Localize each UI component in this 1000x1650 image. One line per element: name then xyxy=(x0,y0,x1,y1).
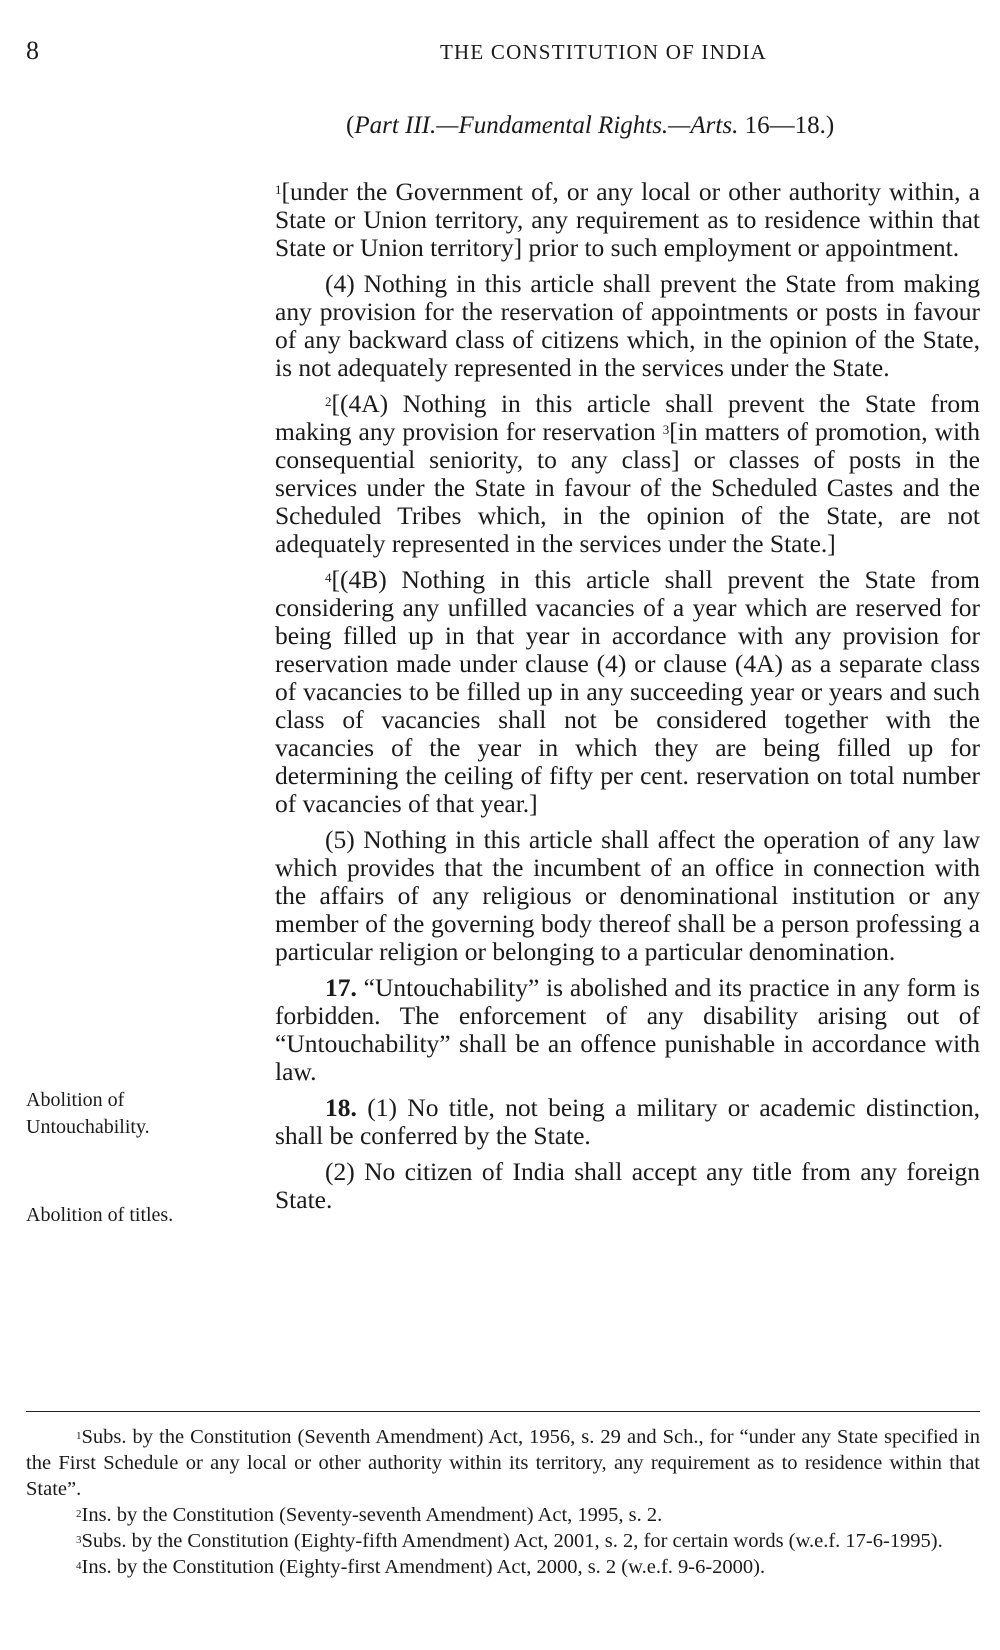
footnote-mark: 2 xyxy=(76,1508,82,1520)
footnote-divider xyxy=(26,1411,980,1412)
paragraph-clause-4b xyxy=(275,566,980,818)
paragraph-text: “Untouchability” is abolished and its practice in any form is forbidden. The enforcement of any disability arising out of “Untouchability” shall be an offence punishable in accordance with law. xyxy=(275,973,980,1086)
paragraph-article-17 xyxy=(275,974,980,1086)
paragraph-text: [(4B) Nothing in this article shall prevent the State from considering any unfilled vacancies of a year which are reserved for being filled up in that year in accordance with any provision for reservation made under clause (4) or clause (4A) as a separate class of vacancies to be filled up in any succeeding year or years and such class of vacancies shall not be considered together with the vacancies of the year in which they are being filled up for determining the ceiling of fifty per cent. reservation on total number of vacancies of that year.] xyxy=(275,565,980,818)
part-heading-open: ( xyxy=(346,112,355,139)
paragraph-clause-5 xyxy=(275,826,980,966)
page-number: 8 xyxy=(26,36,39,65)
footnote-ref-2: 2 xyxy=(325,394,332,409)
paragraph-clause-4 xyxy=(275,270,980,382)
footnote-1 xyxy=(26,1424,980,1502)
paragraph-text: (5) Nothing in this article shall affect the operation of any law which provides that the incumbent of an office in connection with the affairs of any religious or denominational institution or any member of the governing body thereof shall be a person professing a particular religion or belonging to a particular denomination. xyxy=(275,825,980,966)
footnote-mark: 4 xyxy=(76,1560,82,1572)
paragraph-text: (2) No citizen of India shall accept any title from any foreign State. xyxy=(275,1157,980,1214)
paragraph-text: [in matters of promotion, with consequential seniority, to any class] or classes of posts in the services under the State in favour of the Scheduled Castes and the Scheduled Tribes which, in the opinion of the State, are not adequately represented in the services under the State.] xyxy=(275,417,980,558)
paragraph-text: [(4A) Nothing in this article shall prevent the State from making any provision for reservation xyxy=(275,389,980,446)
article-number: 18. xyxy=(325,1093,357,1122)
paragraph-article-18-1 xyxy=(275,1094,980,1150)
footnote-text: Ins. by the Constitution (Seventy-seventh Amendment) Act, 1995, s. 2. xyxy=(81,1504,663,1526)
footnote-mark: 3 xyxy=(76,1534,82,1546)
paragraph-text: (1) No title, not being a military or academic distinction, shall be conferred by the State. xyxy=(275,1093,980,1150)
footnote-2 xyxy=(26,1502,980,1528)
footnote-ref-3: 3 xyxy=(662,422,670,437)
footnote-3 xyxy=(26,1528,980,1554)
part-heading-title: Part III.—Fundamental Rights.—Arts. xyxy=(354,112,739,139)
part-heading xyxy=(346,112,834,140)
footnote-text: Subs. by the Constitution (Eighty-fifth Amendment) Act, 2001, s. 2, for certain words (w.e.f. 17-6-1995). xyxy=(81,1530,943,1552)
footnote-text: Ins. by the Constitution (Eighty-first Amendment) Act, 2000, s. 2 (w.e.f. 9-6-2000). xyxy=(81,1556,766,1578)
margin-note-article-17: Abolition of Untouchability. xyxy=(26,1089,150,1138)
paragraph-article-18-2 xyxy=(275,1158,980,1214)
paragraph-continuation xyxy=(275,178,980,262)
footnote-text: Subs. by the Constitution (Seventh Amendment) Act, 1956, s. 29 and Sch., for “under any State specified in the First Schedule or any local or other authority within its territory, any requirement as to residence within that State”. xyxy=(26,1426,980,1500)
footnote-mark: 1 xyxy=(76,1430,82,1442)
paragraph-text: [under the Government of, or any local or other authority within, a State or Union territory, any requirement as to residence within that State or Union territory] prior to such employment or appointment. xyxy=(275,177,980,262)
article-body xyxy=(275,178,980,1222)
paragraph-clause-4a xyxy=(275,390,980,558)
article-number: 17. xyxy=(325,973,357,1002)
footnote-4 xyxy=(26,1554,980,1580)
running-header: THE CONSTITUTION OF INDIA xyxy=(440,40,767,64)
footnote-ref-4: 4 xyxy=(325,570,332,585)
footnotes xyxy=(26,1424,980,1580)
footnote-ref-1: 1 xyxy=(275,182,282,197)
margin-note-article-18: Abolition of titles. xyxy=(26,1204,174,1226)
part-heading-articles: 16—18.) xyxy=(738,112,835,139)
paragraph-text: (4) Nothing in this article shall prevent the State from making any provision for the reservation of appointments or posts in favour of any backward class of citizens which, in the opinion of the State, is not adequately represented in the services under the State. xyxy=(275,269,980,382)
